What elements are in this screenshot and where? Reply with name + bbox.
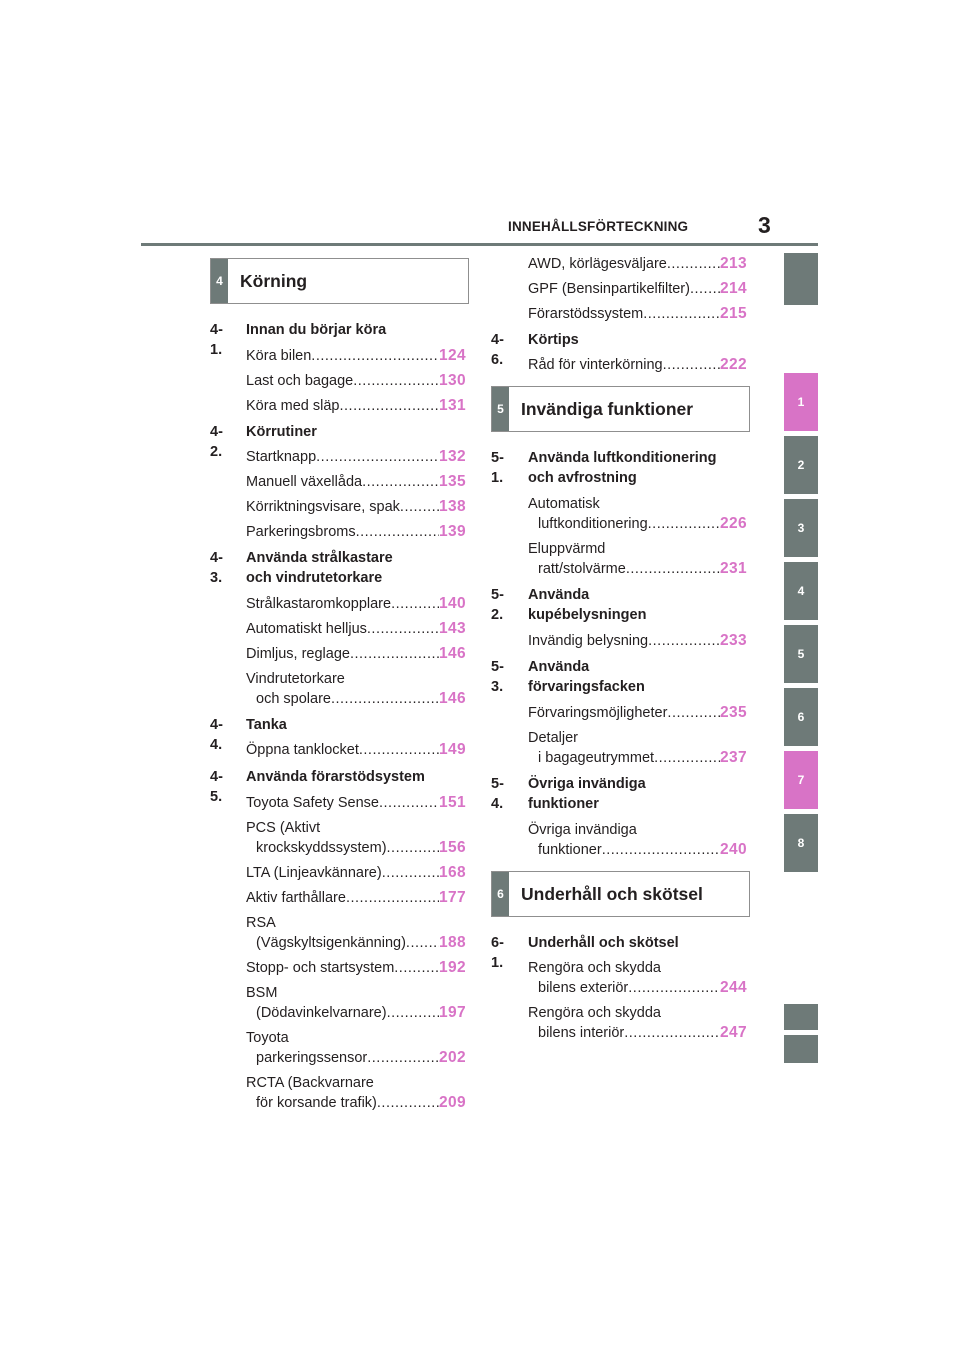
running-header-title: INNEHÅLLSFÖRTECKNING: [508, 219, 689, 234]
page-link[interactable]: 214: [719, 280, 747, 297]
page-link[interactable]: 151: [438, 794, 466, 811]
thumb-tab-6[interactable]: 6: [784, 688, 818, 746]
subsection-number: 4-3.: [210, 550, 223, 586]
toc-entry[interactable]: Övriga invändiga funktioner ..... 240: [528, 820, 747, 860]
section-heading-5: [491, 386, 750, 432]
toc-entry[interactable]: BSM (Dödavinkelvarnare) ..... 197: [246, 983, 466, 1023]
thumb-tab-1[interactable]: 1: [784, 373, 818, 431]
toc-entry[interactable]: Öppna tanklocket ..... 149: [246, 740, 466, 760]
subsection-number: 6-1.: [491, 935, 504, 971]
toc-entry[interactable]: Rengöra och skydda bilens interiör ..... 247: [528, 1003, 747, 1043]
subsection-title: Använda strålkastare: [246, 550, 393, 566]
page-link[interactable]: 202: [438, 1049, 466, 1066]
toc-entry[interactable]: Eluppvärmd ratt/stolvärme ..... 231: [528, 539, 747, 579]
page-link[interactable]: 168: [438, 864, 466, 881]
toc-entry[interactable]: AWD, körlägesväljare ..... 213: [528, 254, 747, 274]
page-link[interactable]: 177: [438, 889, 466, 906]
page-link[interactable]: 247: [719, 1024, 747, 1041]
page-link[interactable]: 131: [438, 397, 466, 414]
subsection-number: 4-2.: [210, 424, 223, 460]
toc-entry[interactable]: Körriktningsvisare, spak ..... 138: [246, 497, 466, 517]
page-number: 3: [758, 212, 771, 238]
page-link[interactable]: 124: [438, 347, 466, 364]
thumb-tab-5[interactable]: 5: [784, 625, 818, 683]
subsection-title: Övriga invändiga: [528, 776, 646, 792]
toc-entry[interactable]: Råd för vinterkörning ..... 222: [528, 355, 747, 375]
toc-entry[interactable]: Förarstödssystem ..... 215: [528, 304, 747, 324]
toc-entry[interactable]: Förvaringsmöjligheter ..... 235: [528, 703, 747, 723]
subsection-number: 4-5.: [210, 769, 223, 805]
subsection-number: 4-6.: [491, 332, 504, 368]
header-rule: [141, 243, 818, 246]
toc-entry[interactable]: RCTA (Backvarnare för korsande trafik) ..... 209: [246, 1073, 466, 1113]
toc-entry[interactable]: PCS (Aktivt krockskyddssystem) ..... 156: [246, 818, 466, 858]
subsection-number: 5-2.: [491, 587, 504, 623]
section-title: Körning: [240, 270, 308, 291]
subsection-title-line2: och vindrutetorkare: [246, 570, 383, 586]
toc-entry[interactable]: RSA (Vägskyltsigenkänning) ..... 188: [246, 913, 466, 953]
toc-entry[interactable]: GPF (Bensinpartikelfilter) ..... 214: [528, 279, 747, 299]
page-link[interactable]: 192: [438, 959, 466, 976]
thumb-tab-8[interactable]: 8: [784, 814, 818, 872]
section-title: Underhåll och skötsel: [521, 883, 703, 904]
section-number: 4: [211, 259, 228, 303]
page-link[interactable]: 132: [438, 448, 466, 465]
page-link[interactable]: 156: [438, 839, 466, 856]
page-link[interactable]: 146: [438, 645, 466, 662]
thumb-tab-blank-top[interactable]: [784, 253, 818, 305]
page-link[interactable]: 226: [719, 515, 747, 532]
page-link[interactable]: 143: [438, 620, 466, 637]
subsection-number: 4-1.: [210, 322, 223, 358]
toc-entry[interactable]: Automatiskt helljus ..... 143: [246, 619, 466, 639]
subsection-title-line2: och avfrostning: [528, 470, 637, 486]
subsection-title-line2: funktioner: [528, 796, 599, 812]
subsection-title: Använda luftkonditionering: [528, 450, 717, 466]
subsection-number: 5-4.: [491, 776, 504, 812]
page-link[interactable]: 222: [719, 356, 747, 373]
page-link[interactable]: 215: [719, 305, 747, 322]
toc-entry[interactable]: Stopp- och startsystem ..... 192: [246, 958, 466, 978]
toc-entry[interactable]: Vindrutetorkare och spolare ..... 146: [246, 669, 466, 709]
toc-entry[interactable]: Manuell växellåda ..... 135: [246, 472, 466, 492]
section-heading-4: [210, 258, 469, 304]
subsection-number: 4-4.: [210, 717, 223, 753]
subsection-title: Körrutiner: [246, 424, 317, 440]
page-link[interactable]: 197: [438, 1004, 466, 1021]
thumb-tab-blank-bottom-2[interactable]: [784, 1035, 818, 1063]
subsection-title: Underhåll och skötsel: [528, 935, 679, 951]
section-number: 6: [492, 872, 509, 916]
page-link[interactable]: 139: [438, 523, 466, 540]
page-link[interactable]: 244: [719, 979, 747, 996]
subsection-title: Använda förarstödsystem: [246, 769, 425, 785]
thumb-tab-3[interactable]: 3: [784, 499, 818, 557]
page-link[interactable]: 240: [719, 841, 747, 858]
page-link[interactable]: 188: [438, 934, 466, 951]
toc-entry[interactable]: Strålkastaromkopplare ..... 140: [246, 594, 466, 614]
subsection-title: Tanka: [246, 717, 287, 733]
toc-entry[interactable]: Toyota parkeringssensor ..... 202: [246, 1028, 466, 1068]
subsection-number: 5-1.: [491, 450, 504, 486]
subsection-number: 5-3.: [491, 659, 504, 695]
page-link[interactable]: 231: [719, 560, 747, 577]
toc-entry[interactable]: Invändig belysning ..... 233: [528, 631, 747, 651]
subsection-title: Använda: [528, 587, 590, 603]
page-link[interactable]: 130: [438, 372, 466, 389]
toc-entry[interactable]: Toyota Safety Sense ..... 151: [246, 793, 466, 813]
page-link[interactable]: 209: [438, 1094, 466, 1111]
page-link[interactable]: 237: [719, 749, 747, 766]
section-heading-6: [491, 871, 750, 917]
section-title: Invändiga funktioner: [521, 398, 694, 419]
toc-entry[interactable]: Automatisk luftkonditionering ..... 226: [528, 494, 747, 534]
page-link[interactable]: 235: [719, 704, 747, 721]
subsection-title-line2: kupébelysningen: [528, 607, 647, 623]
subsection-title: Använda: [528, 659, 590, 675]
thumb-tab-2[interactable]: 2: [784, 436, 818, 494]
toc-entry[interactable]: LTA (Linjeavkännare) ..... 168: [246, 863, 466, 883]
subsection-title: Körtips: [528, 332, 579, 348]
toc-entry[interactable]: Aktiv farthållare ..... 177: [246, 888, 466, 908]
thumb-tab-7[interactable]: 7: [784, 751, 818, 809]
toc-entry[interactable]: Rengöra och skydda bilens exteriör ..... 244: [528, 958, 747, 998]
toc-entry[interactable]: Dimljus, reglage ..... 146: [246, 644, 466, 664]
toc-entry[interactable]: Startknapp ..... 132: [246, 447, 466, 467]
thumb-tab-blank-bottom-1[interactable]: [784, 1004, 818, 1030]
page-link[interactable]: 233: [719, 632, 747, 649]
toc-entry[interactable]: Detaljer i bagageutrymmet ..... 237: [528, 728, 747, 768]
thumb-tab-4[interactable]: 4: [784, 562, 818, 620]
page-link[interactable]: 146: [438, 690, 466, 707]
toc-entry[interactable]: Köra bilen ..... 124: [246, 346, 466, 366]
section-number: 5: [492, 387, 509, 431]
page-link[interactable]: 138: [438, 498, 466, 515]
page-link[interactable]: 213: [719, 255, 747, 272]
page-link[interactable]: 149: [438, 741, 466, 758]
toc-entry[interactable]: Köra med släp ..... 131: [246, 396, 466, 416]
page-link[interactable]: 140: [438, 595, 466, 612]
page-link[interactable]: 135: [438, 473, 466, 490]
toc-entry[interactable]: Last och bagage ..... 130: [246, 371, 466, 391]
toc-entry[interactable]: Parkeringsbroms ..... 139: [246, 522, 466, 542]
subsection-title-line2: förvaringsfacken: [528, 679, 645, 695]
subsection-title: Innan du börjar köra: [246, 322, 387, 338]
